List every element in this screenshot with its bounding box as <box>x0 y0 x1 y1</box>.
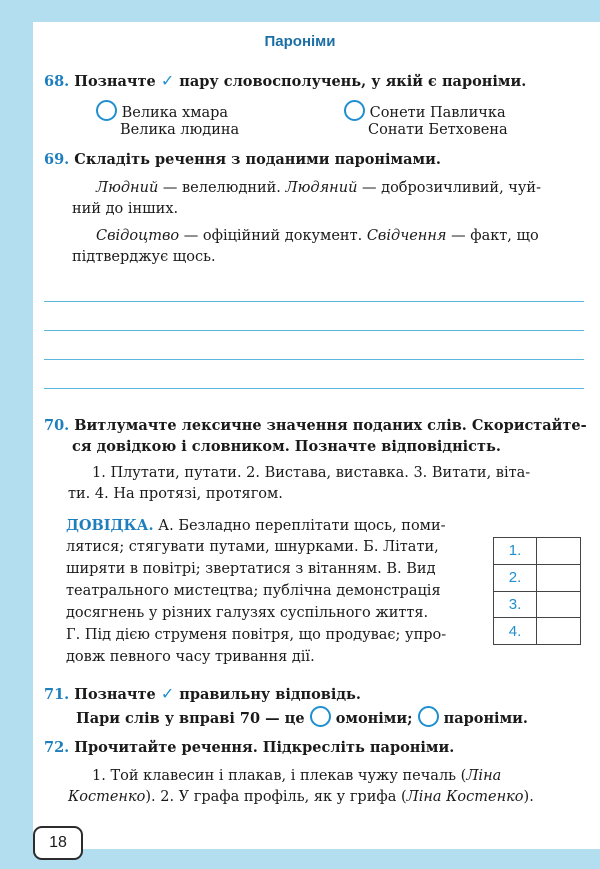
grid-answer-cell[interactable] <box>537 538 581 565</box>
answer-line-1[interactable] <box>44 301 584 302</box>
reference-line4: театрального мистецтва; публічна демонстрація <box>66 583 441 599</box>
task-72-number: 72. <box>44 739 70 756</box>
radio-circle-option-1[interactable] <box>96 100 117 121</box>
sentence-2-end: ). <box>523 789 534 805</box>
sentence-1-text: 1. Той клавесин і плакав, і плекав чужу печаль ( <box>92 768 467 784</box>
grid-answer-cell[interactable] <box>537 618 581 645</box>
task-69-line3 <box>96 228 539 244</box>
task-72-sentence-line1 <box>92 768 501 784</box>
grid-answer-cell[interactable] <box>537 591 581 618</box>
radio-circle-paronimy[interactable] <box>418 706 439 727</box>
task-69-header <box>44 151 441 168</box>
sentence-2-text: ). 2. У графа профіль, як у грифа ( <box>145 789 407 805</box>
task-70-words-line2: ти. 4. На протязі, протягом. <box>68 486 283 502</box>
reference-line2: лятися; стягувати путами, шнурками. Б. Літати, <box>66 539 439 555</box>
task-68-text-a: Позначте <box>74 73 156 90</box>
grid-row-label: 2. <box>494 564 537 591</box>
author-1-last: Костенко <box>68 789 146 805</box>
author-2: Ліна Костенко <box>406 789 524 805</box>
check-mark-icon: ✓ <box>160 71 175 90</box>
task-70-words-line1: 1. Плутати, путати. 2. Вистава, виставка. 3. Витати, віта- <box>92 465 531 481</box>
task-68-header <box>44 71 526 90</box>
matching-grid <box>493 537 581 645</box>
page-number: 18 <box>33 826 83 860</box>
task-71-header <box>44 684 361 703</box>
option-omonimy: омоніми; <box>335 710 413 727</box>
task-71-text-a: Позначте <box>74 686 156 703</box>
option-68-2[interactable] <box>344 100 506 121</box>
reference-label: ДОВІДКА. <box>66 517 154 534</box>
task-70-header <box>44 417 587 434</box>
task-69-line4: підтверджує щось. <box>72 249 216 265</box>
task-71-number: 71. <box>44 686 70 703</box>
grid-answer-cell[interactable] <box>537 564 581 591</box>
reference-line5: досягнень у різних галузях суспільного життя. <box>66 605 429 621</box>
reference-text-1: А. Безладно переплітати щось, поми- <box>153 518 446 534</box>
task-69-line2: ний до інших. <box>72 201 179 217</box>
task-68-text-b: пару словосполучень, у якій є пароніми. <box>179 73 527 90</box>
reference-line6: Г. Під дією струменя повітря, що продуває; упро- <box>66 627 447 643</box>
grid-row-label: 3. <box>494 591 537 618</box>
author-1-first: Ліна <box>466 768 502 784</box>
option-68-2-line2: Сонати Бетховена <box>368 122 508 138</box>
task-69-text: Складіть речення з поданими паронімами. <box>74 151 441 168</box>
option-68-1-line1: Велика хмара <box>121 105 229 121</box>
task-69-line1 <box>96 180 541 196</box>
task-71-question: Пари слів у вправі 70 — це <box>76 710 305 727</box>
task-72-sentence-line2 <box>68 789 534 805</box>
section-title: Пароніми <box>264 33 336 50</box>
def-svidchennya: — факт, що <box>446 228 539 244</box>
radio-circle-option-2[interactable] <box>344 100 365 121</box>
option-68-1-line2: Велика людина <box>120 122 240 138</box>
word-svidotstvo: Свідоцтво <box>96 228 180 244</box>
grid-row-label: 4. <box>494 618 537 645</box>
option-paronimy: пароніми. <box>443 710 528 727</box>
answer-line-2[interactable] <box>44 330 584 331</box>
task-70-line2: ся довідкою і словником. Позначте відповідність. <box>72 438 501 455</box>
def-svidotstvo: — офіційний документ. <box>179 228 367 244</box>
task-72-header <box>44 739 454 756</box>
task-70-number: 70. <box>44 417 70 434</box>
radio-circle-omonimy[interactable] <box>310 706 331 727</box>
answer-line-3[interactable] <box>44 359 584 360</box>
task-68-number: 68. <box>44 73 70 90</box>
task-72-text: Прочитайте речення. Підкресліть пароніми. <box>74 739 455 756</box>
task-71-text-b: правильну відповідь. <box>179 686 361 703</box>
word-lyudnyi: Людний <box>96 180 159 196</box>
task-70-line1: Витлумачте лексичне значення поданих слів. Скористайте- <box>74 417 587 434</box>
grid-row-label: 1. <box>494 538 537 565</box>
reference-line1 <box>66 517 446 534</box>
answer-line-4[interactable] <box>44 388 584 389</box>
reference-line7: довж певного часу тривання дії. <box>66 649 315 665</box>
option-68-1[interactable] <box>96 100 228 121</box>
check-mark-icon: ✓ <box>160 684 175 703</box>
word-svidchennya: Свідчення <box>366 228 447 244</box>
reference-line3: ширяти в повітрі; звертатися з вітанням. В. Вид <box>66 561 436 577</box>
def-lyudyanyi: — доброзичливий, чуй- <box>357 180 541 196</box>
task-71-line2 <box>76 706 528 727</box>
word-lyudyanyi: Людяний <box>285 180 358 196</box>
option-68-2-line1: Сонети Павличка <box>369 105 506 121</box>
task-69-number: 69. <box>44 151 70 168</box>
def-lyudnyi: — велелюдний. <box>158 180 286 196</box>
